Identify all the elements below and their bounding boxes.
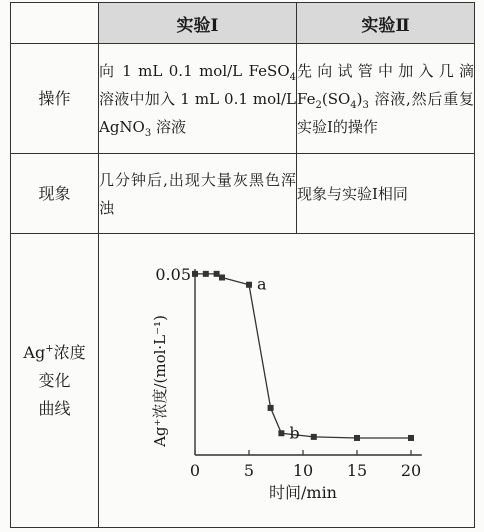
header-exp2: 实验Ⅱ <box>297 3 475 44</box>
x-tick-label: 5 <box>243 460 255 480</box>
curve-row <box>11 234 475 528</box>
chart-cell <box>99 234 475 528</box>
data-point <box>311 433 317 439</box>
y-tick-label: 0.05 <box>155 264 191 284</box>
data-point <box>268 404 274 410</box>
operation-exp2: 先向试管中加入几滴 $Fe_2(SO_4)_3$ 溶液,然后重复实验Ⅰ的操作 <box>297 44 475 154</box>
header-row <box>11 3 475 44</box>
data-point <box>214 270 220 276</box>
x-axis-label: 时间/min <box>269 482 337 502</box>
x-tick-label: 10 <box>292 460 314 480</box>
data-point <box>278 430 284 436</box>
phenomenon-label: 现象 <box>11 154 99 234</box>
curve-label: Ag+浓度 变化 曲线 <box>11 234 99 528</box>
experiment-table <box>10 2 475 528</box>
x-tick-label: 20 <box>400 460 422 480</box>
phenomenon-row <box>11 154 475 234</box>
data-point <box>219 274 225 280</box>
header-exp1: 实验Ⅰ <box>99 3 297 44</box>
phenomenon-exp1: 几分钟后,出现大量灰黑色浑浊 <box>99 154 297 234</box>
data-point <box>203 270 209 276</box>
operation-label: 操作 <box>11 44 99 154</box>
data-point <box>246 281 252 287</box>
data-point <box>408 434 414 440</box>
data-point <box>354 434 360 440</box>
x-tick-label: 15 <box>346 460 368 480</box>
ag-concentration-chart <box>99 244 473 514</box>
y-axis-label: Ag⁺浓度/(mol·L⁻¹) <box>151 314 169 447</box>
x-tick-label: 0 <box>189 460 201 480</box>
phenomenon-exp2: 现象与实验Ⅰ相同 <box>297 154 475 234</box>
data-point <box>192 270 198 276</box>
operation-exp1: 向 1 mL 0.1 mol/L FeSO$_4$ 溶液中加入 1 mL 0.1 mol/L AgNO$_3$ 溶液 <box>99 44 297 154</box>
series-line <box>195 273 411 437</box>
annotation-b: b <box>289 422 300 442</box>
operation-row <box>11 44 475 154</box>
header-blank <box>11 3 99 44</box>
annotation-a: a <box>257 274 267 294</box>
